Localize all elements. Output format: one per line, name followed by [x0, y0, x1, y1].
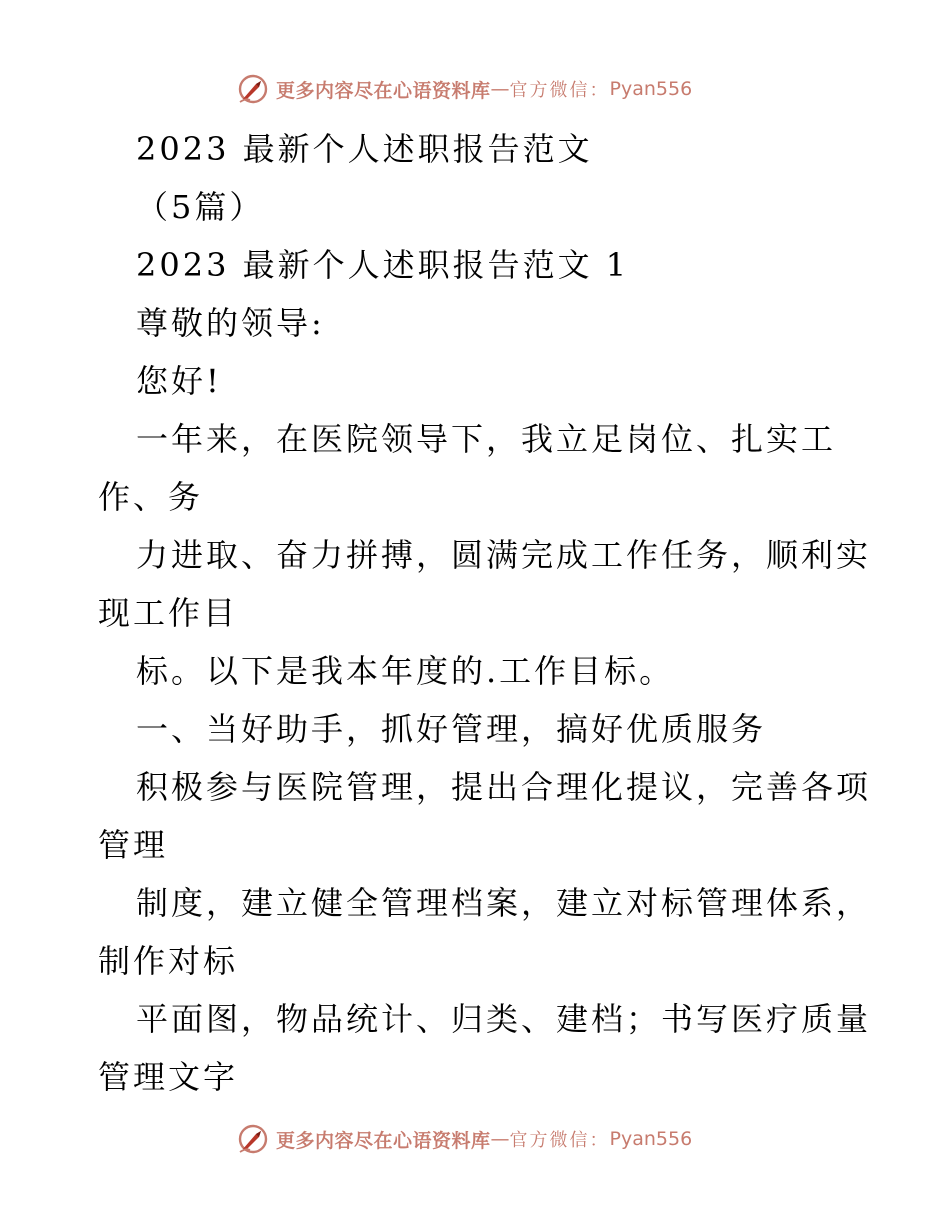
subsection-heading: 一、当好助手，抓好管理，搞好优质服务 [136, 710, 767, 748]
watermark-dash: — [490, 78, 510, 100]
paragraph-line: 一年来，在医院领导下，我立足岗位、扎实工 [136, 420, 837, 458]
paragraph-line: 制作对标 [98, 942, 239, 980]
watermark-wechat-label: 官方微信： [509, 1130, 610, 1151]
paragraph-line: 制度，建立健全管理档案，建立对标管理体系， [136, 884, 872, 922]
document-body [98, 120, 872, 1106]
paragraph-line: 力进取、奋力拼搏，圆满完成工作任务，顺利实 [136, 536, 872, 574]
paragraph-line: 管理 [98, 826, 169, 864]
greeting: 您好! [136, 362, 222, 400]
paragraph-line: 标。以下是我本年度的.工作目标。 [136, 652, 675, 690]
paragraph-line: 管理文字 [98, 1058, 239, 1096]
watermark-dash: — [490, 1128, 510, 1150]
document-title: 2023 最新个人述职报告范文 [136, 130, 593, 168]
paragraph-line: 作、务 [98, 478, 204, 516]
watermark-text: 更多内容尽在心语资料库 [276, 1129, 491, 1152]
watermark-wechat-id: Pyan556 [609, 78, 693, 100]
section-heading: 2023 最新个人述职报告范文 1 [136, 246, 630, 284]
paragraph-line: 平面图，物品统计、归类、建档；书写医疗质量 [136, 1000, 872, 1038]
salutation: 尊敬的领导: [136, 304, 325, 342]
pen-circle-logo-icon [236, 72, 270, 106]
paragraph-line: 现工作目 [98, 594, 239, 632]
watermark-wechat-label: 官方微信： [509, 80, 610, 101]
paragraph-line: 积极参与医院管理，提出合理化提议，完善各项 [136, 768, 872, 806]
pen-circle-logo-icon [236, 1122, 270, 1156]
watermark-text: 更多内容尽在心语资料库 [276, 79, 491, 102]
watermark-wechat-id: Pyan556 [609, 1128, 693, 1150]
document-subtitle: （5篇） [136, 188, 265, 226]
watermark-header [236, 72, 692, 106]
watermark-footer [236, 1122, 692, 1156]
